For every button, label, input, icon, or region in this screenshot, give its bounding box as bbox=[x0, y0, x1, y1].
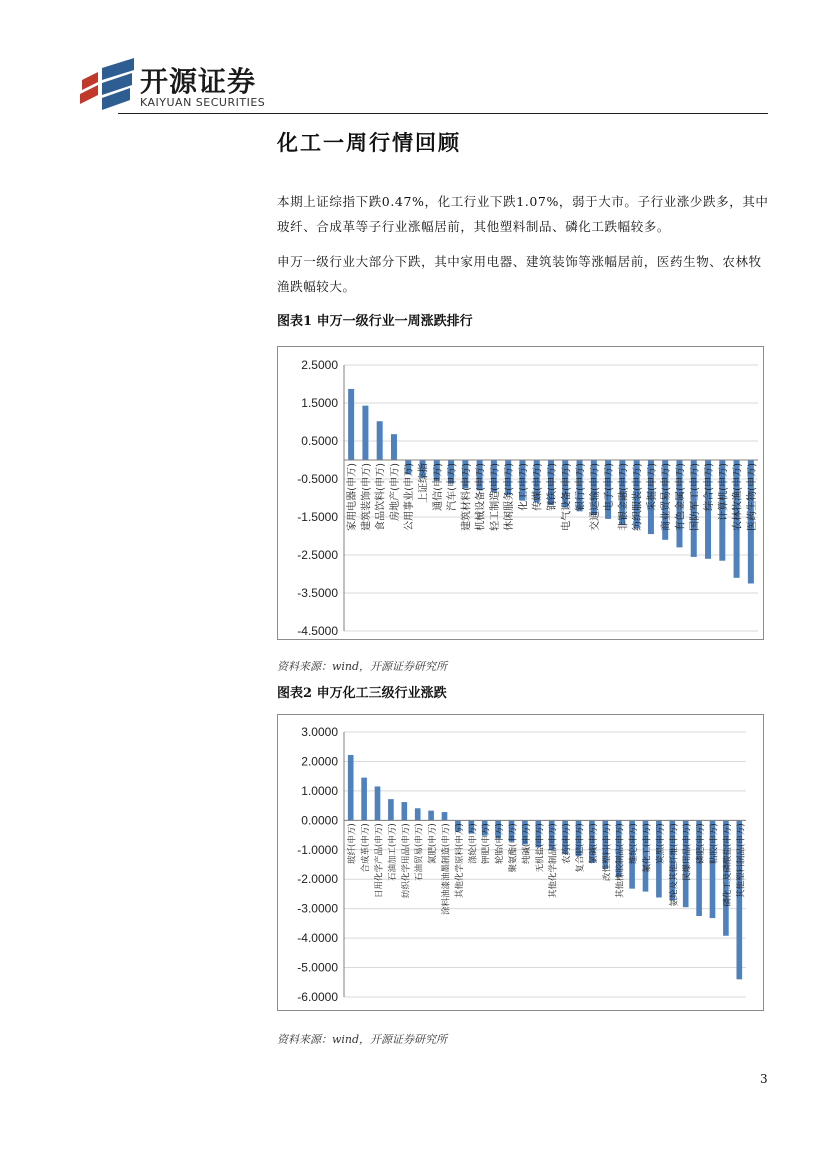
x-category-label: 化工(申万) bbox=[518, 463, 530, 511]
x-category-label: 炭黑(申万) bbox=[655, 823, 666, 864]
x-category-label: 采掘(申万) bbox=[646, 463, 658, 511]
y-tick-label: 1.0000 bbox=[301, 783, 338, 798]
x-category-label: 农药(申万) bbox=[562, 823, 573, 864]
x-category-label: 聚氨酯(申万) bbox=[508, 823, 519, 873]
bar bbox=[361, 778, 367, 821]
y-tick-label: 0.0000 bbox=[301, 813, 338, 828]
x-category-label: 汽车(申万) bbox=[447, 463, 459, 511]
y-tick-label: 2.0000 bbox=[301, 754, 338, 769]
bar bbox=[388, 799, 394, 820]
bar bbox=[442, 812, 448, 820]
x-category-label: 氨纶及其他纤维(申万) bbox=[669, 823, 680, 907]
x-category-label: 玻纤(申万) bbox=[347, 823, 358, 864]
x-category-label: 复合肥(申万) bbox=[575, 823, 586, 873]
x-category-label: 石油加工(申万) bbox=[387, 823, 398, 881]
header-divider bbox=[118, 113, 768, 114]
x-category-label: 合成革(申万) bbox=[361, 823, 372, 873]
x-category-label: 银行(申万) bbox=[575, 463, 587, 511]
x-category-label: 轮胎(申万) bbox=[495, 823, 506, 864]
x-category-label: 休闲服务(申万) bbox=[504, 463, 516, 531]
company-logo bbox=[78, 58, 278, 114]
x-category-label: 计算机(申万) bbox=[718, 463, 730, 521]
bar bbox=[428, 811, 434, 821]
x-category-label: 电子(申万) bbox=[604, 463, 616, 511]
figure-2-title: 图表2 申万化工三级行业涨跌 bbox=[277, 686, 447, 701]
x-category-label: 钢铁(申万) bbox=[547, 463, 558, 511]
x-category-label: 石油贸易(申万) bbox=[414, 823, 425, 881]
bar bbox=[375, 786, 381, 820]
x-category-label: 日用化学产品(申万) bbox=[374, 823, 385, 898]
x-category-label: 商业贸易(申万) bbox=[661, 463, 673, 531]
x-category-label: 氮肥(申万) bbox=[428, 823, 439, 864]
y-tick-label: -1.5000 bbox=[297, 510, 338, 524]
x-category-label: 其他橡胶制品(申万) bbox=[615, 823, 626, 898]
x-category-label: 磷化工及磷酸盐(申万) bbox=[722, 823, 733, 907]
y-tick-label: -3.5000 bbox=[297, 586, 338, 600]
figure-2-bar-chart bbox=[278, 715, 763, 1010]
x-category-label: 食品饮料(申万) bbox=[375, 463, 387, 531]
y-tick-label: -3.0000 bbox=[297, 901, 338, 916]
x-category-label: 磷肥(申万) bbox=[696, 823, 707, 864]
x-category-label: 农林牧渔(申万) bbox=[732, 462, 744, 531]
brand-name-cn: 开源证券 bbox=[140, 65, 257, 98]
bar bbox=[377, 421, 383, 460]
x-category-label: 通信(申万) bbox=[432, 463, 444, 511]
figure-1-source: 资料来源：wind，开源证券研究所 bbox=[277, 660, 448, 673]
x-category-label: 改性塑料(申万) bbox=[602, 823, 613, 881]
x-category-label: 家用电器(申万) bbox=[347, 463, 359, 531]
y-tick-label: 3.0000 bbox=[301, 725, 338, 739]
y-tick-label: 1.5000 bbox=[301, 396, 338, 410]
bar bbox=[391, 434, 397, 460]
x-category-label: 有色金属(申万) bbox=[675, 463, 687, 531]
y-tick-label: -2.0000 bbox=[297, 872, 338, 887]
figure-1-title: 图表1 申万一级行业一周涨跌排行 bbox=[277, 314, 473, 329]
x-category-label: 其他化学制品(申万) bbox=[548, 823, 559, 898]
figure-2-source: 资料来源：wind，开源证券研究所 bbox=[277, 1033, 448, 1046]
kaiyuan-logo-icon bbox=[78, 58, 136, 114]
x-category-label: 机械设备(申万) bbox=[475, 463, 487, 531]
bar bbox=[348, 389, 354, 460]
y-tick-label: -2.5000 bbox=[297, 548, 338, 562]
industry-paragraph: 申万一级行业大部分下跌，其中家用电器、建筑装饰等涨幅居前，医药生物、农林牧渔跌幅较大。 bbox=[277, 254, 762, 294]
bar bbox=[348, 755, 354, 820]
x-category-label: 轻工制造(申万) bbox=[489, 463, 501, 531]
x-category-label: 传媒(申万) bbox=[532, 463, 544, 511]
x-category-label: 氯碱(申万) bbox=[588, 823, 599, 864]
page-number: 3 bbox=[760, 1072, 768, 1086]
x-category-label: 建筑装饰(申万) bbox=[361, 463, 373, 531]
x-category-label: 其他塑料制品(申万) bbox=[736, 823, 747, 898]
y-tick-label: -5.0000 bbox=[297, 960, 338, 975]
y-tick-label: -0.5000 bbox=[297, 472, 338, 486]
brand-name-en: KAIYUAN SECURITIES bbox=[140, 96, 266, 109]
figure-1-bar-chart bbox=[278, 347, 763, 639]
x-category-label: 涂料油漆油墨制造(申万) bbox=[441, 823, 452, 915]
y-tick-label: 2.5000 bbox=[301, 358, 338, 372]
x-category-label: 上证综指 bbox=[418, 463, 430, 503]
x-category-label: 非银金融(申万) bbox=[618, 463, 630, 531]
x-category-label: 综合(申万) bbox=[704, 463, 716, 511]
x-category-label: 钾肥(申万) bbox=[481, 823, 492, 864]
x-category-label: 无机盐(申万) bbox=[535, 823, 546, 873]
x-category-label: 交通运输(申万) bbox=[589, 463, 601, 531]
x-category-label: 维纶(申万) bbox=[629, 823, 640, 864]
y-tick-label: -4.0000 bbox=[297, 931, 338, 946]
x-category-label: 国防军工(申万) bbox=[689, 463, 701, 531]
x-category-label: 氟化工(申万) bbox=[642, 823, 653, 873]
summary-paragraph: 本期上证综指下跌0.47%，化工行业下跌1.07%，弱于大市。子行业涨少跌多，其中玻纤、合成革等子行业涨幅居前，其他塑料制品、磷化工跌幅较多。 bbox=[277, 194, 769, 234]
x-category-label: 粘胶(申万) bbox=[709, 823, 720, 864]
x-category-label: 电气设备(申万) bbox=[561, 463, 573, 531]
bar bbox=[362, 406, 368, 460]
y-tick-label: -6.0000 bbox=[297, 990, 338, 1004]
bar bbox=[415, 808, 421, 820]
y-tick-label: -4.5000 bbox=[297, 624, 338, 638]
figure-2-chart bbox=[277, 714, 764, 1011]
x-category-label: 纺织服装(申万) bbox=[632, 463, 644, 531]
x-category-label: 纺织化学用品(申万) bbox=[401, 823, 412, 898]
x-category-label: 涤纶(申万) bbox=[468, 823, 479, 864]
x-category-label: 建筑材料(申万) bbox=[461, 463, 473, 531]
x-category-label: 纯碱(申万) bbox=[521, 823, 532, 864]
bar bbox=[401, 802, 407, 820]
y-tick-label: -1.0000 bbox=[297, 842, 338, 857]
figure-1-chart bbox=[277, 346, 764, 640]
x-category-label: 公用事业(申万) bbox=[404, 463, 416, 531]
x-category-label: 医药生物(申万) bbox=[746, 463, 758, 531]
x-category-label: 其他化学原料(申万) bbox=[454, 823, 465, 898]
x-category-label: 民爆用品(申万) bbox=[682, 823, 693, 881]
section-title: 化工一周行情回顾 bbox=[277, 130, 461, 155]
y-tick-label: 0.5000 bbox=[301, 434, 338, 448]
x-category-label: 房地产(申万) bbox=[389, 463, 401, 521]
